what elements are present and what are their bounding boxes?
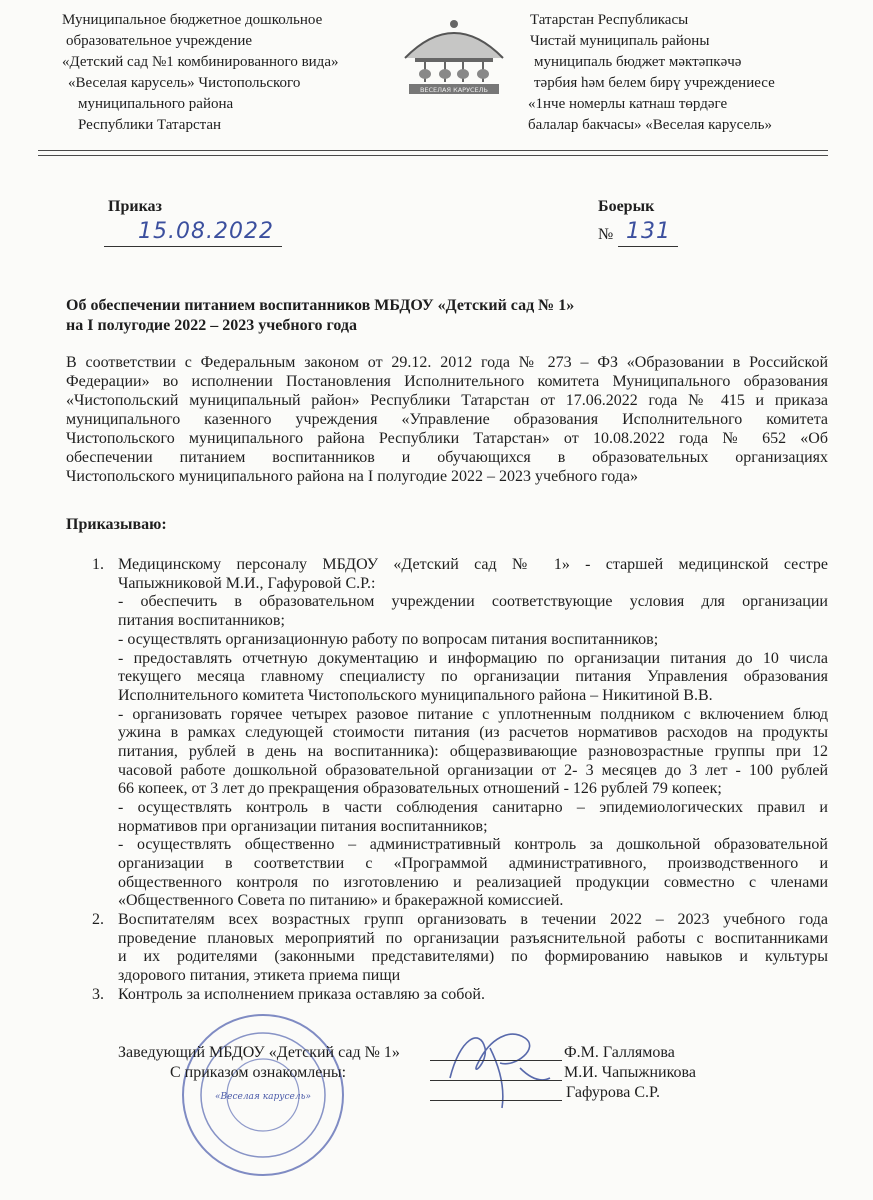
item-line: «Общественного Совета по питанию» и бракеражной комиссией.	[118, 892, 564, 909]
header-left-line: «Веселая карусель» Чистопольского	[68, 75, 301, 91]
item-line: питания воспитанников;	[118, 612, 285, 629]
item-line: Исполнительного комитета Чистопольского муниципального района – Никитиной В.В.	[118, 687, 713, 704]
item-line: нормативов при организации питания воспитанников;	[118, 818, 488, 835]
item-line: ужина в рамках следующей стоимости питания (из расчетов нормативов расходов на продукты	[118, 724, 828, 741]
header-divider	[38, 150, 828, 151]
header-left-line: Республики Татарстан	[78, 117, 222, 133]
item-line: общественного контроля по изготовлению и реализацией продукции совместно с членами	[118, 874, 828, 891]
item-number: 3.	[92, 986, 104, 1003]
header-right-line: Чистай муниципаль районы	[530, 33, 710, 49]
stamp-center-text: «Веселая карусель»	[215, 1092, 311, 1102]
preamble-line: Чистопольского муниципального района на I полугодие 2022 – 2023 учебного года»	[66, 468, 639, 485]
item-line: Воспитателям всех возрастных групп организовать в течении 2022 – 2023 учебного года	[118, 911, 828, 928]
preamble-line: «Чистопольский муниципальный район» Республики Татарстан от 17.06.2022 года № 415 и приказа	[66, 392, 828, 409]
item-line: - осуществлять организационную работу по вопросам питания воспитанников;	[118, 631, 659, 648]
item-line: организации в соответствии с «Программой административного, производственного и	[118, 855, 828, 872]
item-line: питания, рублей в день на воспитанника): общеразвивающие разновозрастные группы при 12	[118, 743, 828, 760]
preamble-line: Чистопольского муниципального района Республики Татарстан» от 10.08.2022 года № 652 «Об	[66, 430, 828, 447]
ack-label: С приказом ознакомлены:	[170, 1064, 347, 1081]
header-left-line: Муниципальное бюджетное дошкольное	[62, 12, 323, 28]
item-line: 66 копеек, от 3 лет до прекращения образовательных отношений - 126 рублей 79 копеек;	[118, 780, 722, 797]
item-number: 1.	[92, 556, 104, 573]
header-right-line: Татарстан Республикасы	[530, 12, 689, 28]
number-underline	[618, 246, 678, 247]
preamble-line: В соответствии с Федеральным законом от 29.12. 2012 года № 273 – ФЗ «Образовании в Российской	[66, 354, 828, 371]
item-line: проведение плановых мероприятий по организации разъяснительной работы с воспитанниками	[118, 930, 828, 947]
item-line: часовой работе дошкольной образовательной организации от 2- 3 месяцев до 3 лет - 100 рублей	[118, 762, 828, 779]
boeryk-label: Боерык	[598, 198, 655, 215]
preamble-line: обеспечении питанием воспитанников и обучающихся в образовательных организациях	[66, 449, 828, 466]
ack-sign-line	[430, 1080, 562, 1081]
item-number: 2.	[92, 911, 104, 928]
order-number: 131	[626, 219, 671, 244]
header-left-line: «Детский сад №1 комбинированного вида»	[62, 54, 339, 70]
header-right-line: «1нче номерлы катнаш төрдәге	[528, 96, 728, 112]
item-line: - осуществлять контроль в части соблюдения санитарно – эпидемиологических правил и	[118, 799, 828, 816]
carousel-logo	[395, 14, 513, 104]
head-label: Заведующий МБДОУ «Детский сад № 1»	[118, 1044, 400, 1061]
item-line: - организовать горячее четырех разовое питание с уплотненным полдником с включением блюд	[118, 706, 828, 723]
number-prefix: №	[598, 226, 614, 243]
item-line: и их родителями (законными представителями) по формированию навыков и культуры	[118, 948, 828, 965]
header-right-line: тәрбия һәм белем бирү учреждениесе	[534, 75, 775, 91]
item-line: текущего месяца главному специалисту по организации питания Управления образования	[118, 668, 828, 685]
item-line: Контроль за исполнением приказа оставляю за собой.	[118, 986, 485, 1003]
item-line: - предоставлять отчетную документацию и информацию по организации питания до 10 числа	[118, 650, 828, 667]
header-right-line: балалар бакчасы» «Веселая карусель»	[528, 117, 772, 133]
ack-name-2: Гафурова С.Р.	[566, 1084, 660, 1101]
item-line: Медицинскому персоналу МБДОУ «Детский сад № 1» - старшей медицинской сестре	[118, 556, 828, 573]
header-left-line: образовательное учреждение	[66, 33, 253, 49]
preamble-line: Федерации» во исполнении Постановления Исполнительного комитета Муниципального образования	[66, 373, 828, 390]
head-sign-line	[430, 1060, 562, 1061]
title-line: Об обеспечении питанием воспитанников МБДОУ «Детский сад № 1»	[66, 297, 575, 314]
official-stamp	[178, 1010, 348, 1180]
header-right-line: муниципаль бюджет мәктәпкәчә	[534, 54, 742, 70]
document-title	[66, 296, 574, 336]
item-line: - обеспечить в образовательном учреждении соответствующие условия для организации	[118, 593, 828, 610]
logo-text: ВЕСЕЛАЯ КАРУСЕЛЬ	[419, 86, 489, 94]
header-divider	[38, 155, 828, 156]
item-line: здорового питания, этикета приема пищи	[118, 967, 401, 984]
item-line: - осуществлять общественно – административный контроль за дошкольной образовательной	[118, 836, 828, 853]
order-heading: Приказываю:	[66, 516, 167, 533]
header-left-line: муниципального района	[78, 96, 234, 112]
date-underline	[104, 246, 282, 247]
ack-sign-line	[430, 1100, 562, 1101]
preamble-line: муниципального казенного учреждения «Управление образования Исполнительного комитета	[66, 411, 828, 428]
head-name: Ф.М. Галлямова	[564, 1044, 675, 1061]
item-line: Чапыжниковой М.И., Гафуровой С.Р.:	[118, 575, 376, 592]
prikaz-label: Приказ	[108, 198, 162, 215]
handwritten-signature	[430, 1008, 560, 1118]
ack-name-1: М.И. Чапыжникова	[564, 1064, 696, 1081]
title-line: на I полугодие 2022 – 2023 учебного года	[66, 317, 357, 334]
order-date: 15.08.2022	[138, 219, 274, 244]
